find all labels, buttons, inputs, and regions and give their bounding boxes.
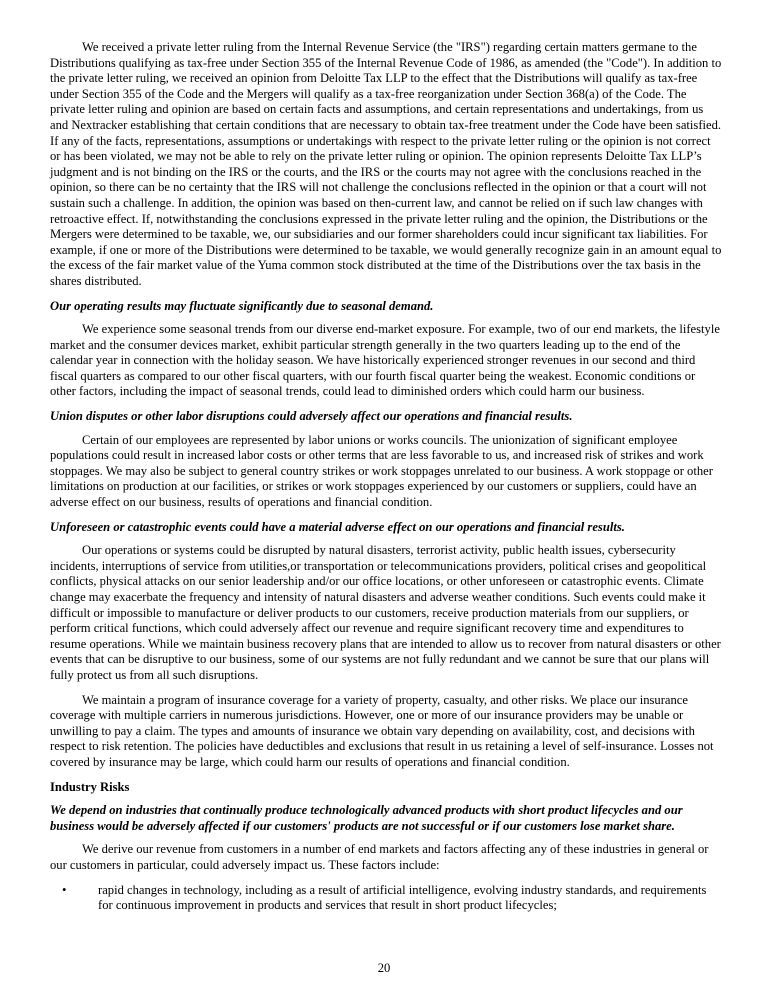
paragraph-disruptions: Our operations or systems could be disrupted by natural disasters, terrorist activity, public health issues, cybersecurity incidents, interruptions of service from utilities,or transportation or telecommunications providers, political crises and geopolitical conflicts, physical attacks on our senior leadership and/or our office locations, or other unforeseen or catastrophic events. Climate change may exacerbate the frequency and intensity of natural disasters and adverse weather conditions. Such events could make it difficult or impossible to manufacture or deliver products to our customers, receive production materials from our suppliers, or perform critical functions, which could adversely affect our revenue and require significant recovery time and expenditures to resume operations. While we maintain business recovery plans that are intended to allow us to recover from natural disasters or other events that can be disruptive to our business, some of our systems are not fully redundant and we cannot be sure that our plans will fully protect us from all such disruptions. [50, 543, 721, 682]
page-number: 20 [377, 961, 391, 975]
heading-industries-dependence: We depend on industries that continually produce technologically advanced products with short product lifecycles and our business would be adversely affected if our customers' products are not successful or if our customers lose market share. [50, 803, 683, 833]
paragraph-tax-ruling: We received a private letter ruling from the Internal Revenue Service (the "IRS") regarding certain matters germane to the Distributions qualifying as tax-free under Section 355 of the Internal Revenue Code of 1986, as amended (the "Code"). In addition to the private letter ruling, we received an opinion from Deloitte Tax LLP to the effect that the Distributions will qualify as tax-free under Section 355 of the Code and the Mergers will qualify as a tax-free reorganization under Section 368(a) of the Code. The private letter ruling and opinion are based on certain facts and assumptions, and certain representations and undertakings, from us and Nextracker establishing that certain conditions that are necessary to obtain tax-free treatment under the Code have been satisfied. If any of the facts, representations, assumptions or undertakings with respect to the private letter ruling or the opinion is not correct or has been violated, we may not be able to rely on the private letter ruling or opinion. The opinion represents Deloitte Tax LLP’s judgment and is not binding on the IRS or the courts, and the IRS or the courts may not agree with the conclusions reached in the opinion, so there can be no certainty that the IRS will not challenge the conclusions reflected in the opinion or that a court will not sustain such a challenge. In addition, the opinion was based on then-current law, and cannot be relied on if such law changes with retroactive effect. If, notwithstanding the conclusions expressed in the private letter ruling and the opinion, the Distributions or the Mergers were determined to be taxable, we, our subsidiaries and our former shareholders could incur significant tax liabilities. For example, if one or more of the Distributions were determined to be taxable, we would generally recognize gain in an amount equal to the excess of the fair market value of the Yuma common stock distributed at the time of the Distributions over the tax basis in the shares distributed. [50, 40, 722, 288]
heading-catastrophic-events: Unforeseen or catastrophic events could have a material adverse effect on our operations and financial results. [50, 519, 625, 534]
bullet-item [50, 883, 722, 914]
bullet-icon: • [62, 882, 67, 897]
paragraph-labor: Certain of our employees are represented by labor unions or works councils. The unionization of significant employee populations could result in increased labor costs or other terms that are less favorable to us, and increased risk of strikes and work stoppages. We may also be subject to general country strikes or work stoppages unrelated to our business. A work stoppage or other limitations on production at our facilities, or strikes or work stoppages experienced by our customers or suppliers, could have an adverse effect on our business, results of operations and financial condition. [50, 432, 713, 510]
paragraph-seasonal: We experience some seasonal trends from our diverse end-market exposure. For example, two of our end markets, the lifestyle market and the consumer devices market, exhibit particular strength generally in the two quarters leading up to the end of the calendar year in connection with the holiday season. We have historically experienced stronger revenues in our second and third fiscal quarters as compared to our other fiscal quarters, with our fourth fiscal quarter being the weakest. Economic conditions or other factors, including the impact of seasonal trends, could lead to diminished orders which could harm our business. [50, 322, 720, 399]
paragraph-end-markets: We derive our revenue from customers in a number of end markets and factors affecting any of these industries in general or our customers in particular, could adversely impact us. These factors include: [50, 842, 709, 872]
heading-seasonal-demand: Our operating results may fluctuate significantly due to seasonal demand. [50, 298, 434, 313]
bullet-text: rapid changes in technology, including as a result of artificial intelligence, evolving industry standards, and requirements for continuous improvement in products and services that result in short product lifecycles; [98, 882, 707, 913]
section-heading-industry-risks: Industry Risks [50, 779, 130, 794]
document-page [50, 40, 722, 914]
heading-labor-disruptions: Union disputes or other labor disruptions could adversely affect our operations and financial results. [50, 409, 573, 424]
paragraph-insurance: We maintain a program of insurance coverage for a variety of property, casualty, and other risks. We place our insurance coverage with multiple carriers in numerous jurisdictions. However, one or more of our insurance providers may be unable or unwilling to pay a claim. The types and amounts of insurance we obtain vary depending on availability, cost, and decisions with respect to risk retention. The policies have deductibles and exclusions that result in us retaining a level of self-insurance. Losses not covered by insurance may be large, which could harm our results of operations and financial condition. [50, 692, 714, 769]
